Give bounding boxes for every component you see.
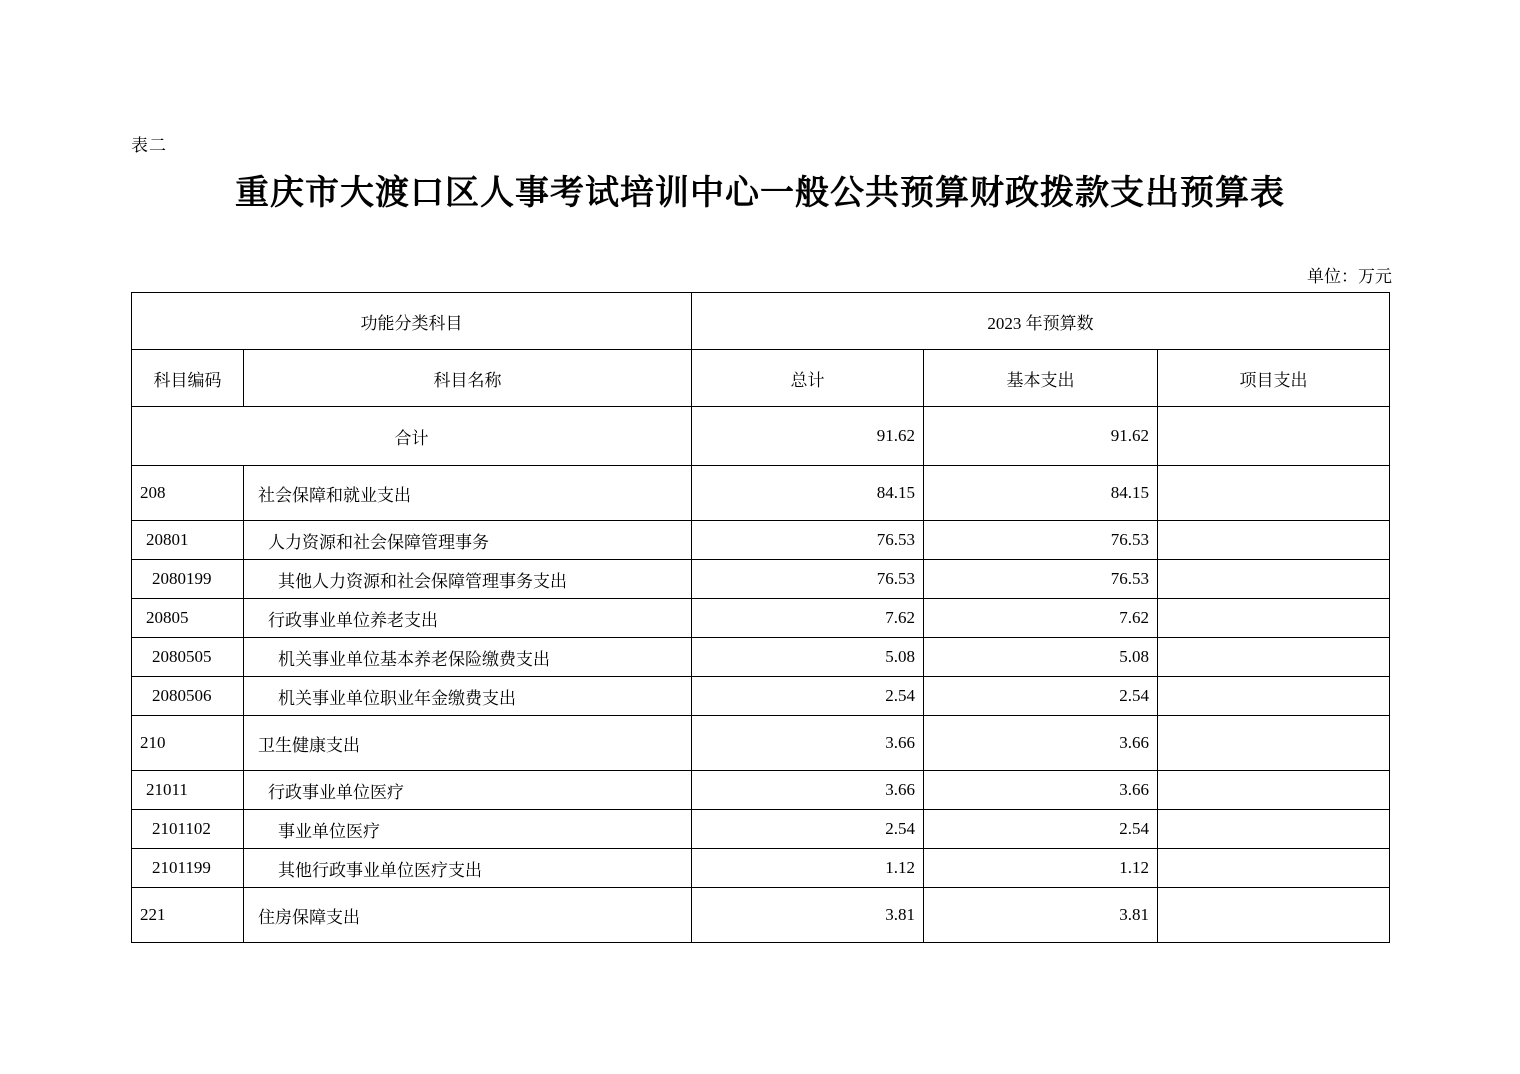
cell-total: 1.12: [692, 849, 924, 888]
cell-total: 91.62: [692, 407, 924, 466]
cell-total: 3.66: [692, 771, 924, 810]
cell-subject-code: 2101199: [132, 849, 244, 888]
cell-total: 76.53: [692, 560, 924, 599]
cell-total: 2.54: [692, 810, 924, 849]
cell-basic: 3.81: [924, 888, 1158, 943]
column-header-total: 总计: [692, 350, 924, 407]
column-header-name: 科目名称: [244, 350, 692, 407]
cell-subject-name: 其他人力资源和社会保障管理事务支出: [244, 560, 692, 599]
cell-subject-name: 卫生健康支出: [244, 716, 692, 771]
cell-subject-code: 208: [132, 466, 244, 521]
table-row: [132, 466, 1390, 521]
table-row: [132, 560, 1390, 599]
cell-subject-name: 住房保障支出: [244, 888, 692, 943]
cell-subject-code: 221: [132, 888, 244, 943]
cell-project: [1158, 849, 1390, 888]
cell-subject-code: 2080505: [132, 638, 244, 677]
table-header-row: [132, 350, 1390, 407]
cell-subject-code: 2080199: [132, 560, 244, 599]
cell-project: [1158, 599, 1390, 638]
header-budget-year: 2023 年预算数: [692, 293, 1390, 350]
cell-basic: 7.62: [924, 599, 1158, 638]
cell-total: 84.15: [692, 466, 924, 521]
cell-subject-code: 21011: [132, 771, 244, 810]
cell-basic: 3.66: [924, 716, 1158, 771]
table-header-group-row: [132, 293, 1390, 350]
table-row: [132, 888, 1390, 943]
cell-subject-code: 210: [132, 716, 244, 771]
budget-table: [131, 292, 1390, 943]
unit-note: 单位：万元: [1307, 267, 1392, 286]
cell-subject-name: 人力资源和社会保障管理事务: [244, 521, 692, 560]
table-row: [132, 849, 1390, 888]
cell-basic: 5.08: [924, 638, 1158, 677]
column-header-basic: 基本支出: [924, 350, 1158, 407]
cell-total: 76.53: [692, 521, 924, 560]
cell-total: 3.66: [692, 716, 924, 771]
cell-project: [1158, 677, 1390, 716]
cell-subject-name: 行政事业单位医疗: [244, 771, 692, 810]
cell-subject-name: 事业单位医疗: [244, 810, 692, 849]
cell-project: [1158, 771, 1390, 810]
cell-subject-code: 20805: [132, 599, 244, 638]
cell-subject-code: 2080506: [132, 677, 244, 716]
cell-basic: 84.15: [924, 466, 1158, 521]
table-row: [132, 521, 1390, 560]
cell-basic: 76.53: [924, 521, 1158, 560]
table-row: [132, 407, 1390, 466]
cell-total: 2.54: [692, 677, 924, 716]
cell-project: [1158, 716, 1390, 771]
page-title: 重庆市大渡口区人事考试培训中心一般公共预算财政拨款支出预算表: [235, 175, 1285, 212]
cell-subject-name: 其他行政事业单位医疗支出: [244, 849, 692, 888]
cell-project: [1158, 810, 1390, 849]
cell-project: [1158, 466, 1390, 521]
table-row: [132, 810, 1390, 849]
cell-subject-code: 2101102: [132, 810, 244, 849]
table-label: 表二: [131, 136, 167, 155]
cell-project: [1158, 407, 1390, 466]
cell-total: 3.81: [692, 888, 924, 943]
cell-project: [1158, 638, 1390, 677]
table-row: [132, 771, 1390, 810]
cell-project: [1158, 560, 1390, 599]
column-header-project: 项目支出: [1158, 350, 1390, 407]
table-row: [132, 677, 1390, 716]
cell-subject-name: 社会保障和就业支出: [244, 466, 692, 521]
cell-basic: 91.62: [924, 407, 1158, 466]
cell-total: 5.08: [692, 638, 924, 677]
table-row: [132, 716, 1390, 771]
cell-basic: 2.54: [924, 810, 1158, 849]
cell-basic: 76.53: [924, 560, 1158, 599]
cell-subject-name: 机关事业单位基本养老保险缴费支出: [244, 638, 692, 677]
cell-total: 7.62: [692, 599, 924, 638]
cell-subject-code: 20801: [132, 521, 244, 560]
row-label-total: 合计: [132, 407, 692, 466]
column-header-code: 科目编码: [132, 350, 244, 407]
table-row: [132, 638, 1390, 677]
cell-subject-name: 行政事业单位养老支出: [244, 599, 692, 638]
header-classification: 功能分类科目: [132, 293, 692, 350]
table-row: [132, 599, 1390, 638]
cell-subject-name: 机关事业单位职业年金缴费支出: [244, 677, 692, 716]
cell-basic: 2.54: [924, 677, 1158, 716]
cell-project: [1158, 521, 1390, 560]
cell-project: [1158, 888, 1390, 943]
cell-basic: 3.66: [924, 771, 1158, 810]
cell-basic: 1.12: [924, 849, 1158, 888]
